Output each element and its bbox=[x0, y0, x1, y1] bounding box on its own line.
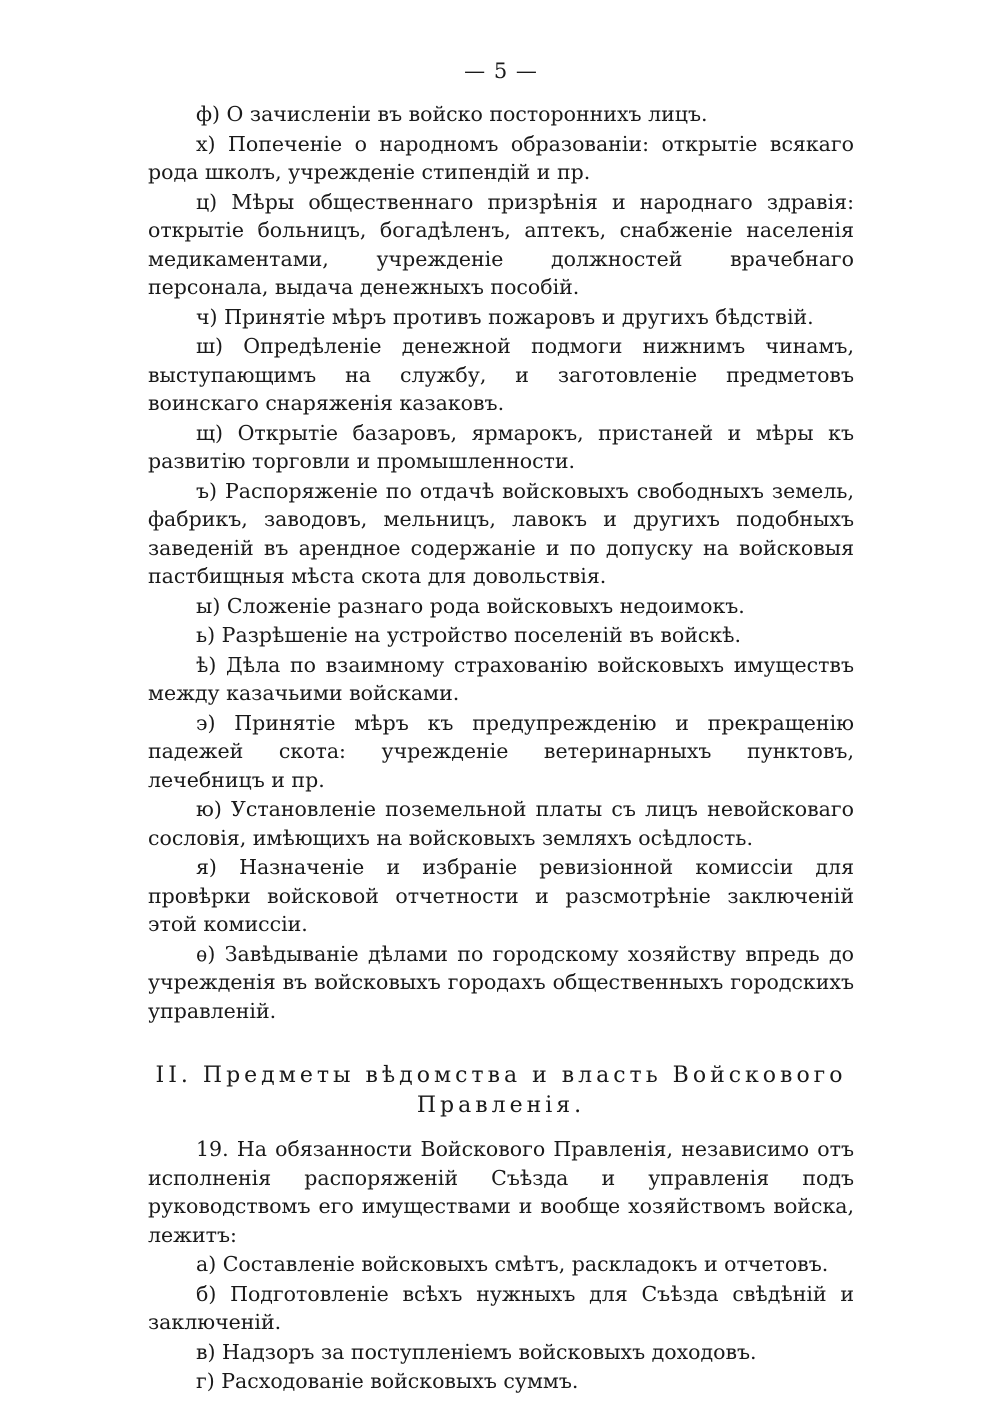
list-item-e: э) Принятіе мѣръ къ предупрежденію и прекращенію падежей скота: учрежденіе ветеринарныхъ пунктовъ, лечебницъ и пр. bbox=[148, 710, 854, 792]
list-item-f: ф) О зачисленіи въ войско постороннихъ лицъ. bbox=[196, 102, 708, 126]
article-item-v: в) Надзоръ за поступленіемъ войсковыхъ доходовъ. bbox=[196, 1339, 757, 1364]
list-item-ts: ц) Мѣры общественнаго призрѣнія и народнаго здравія: открытіе больницъ, богадѣленъ, аптекъ, снабженіе населенія медикаментами, учрежденіе должностей врачебнаго персонала, выдача денежныхъ пособій. bbox=[148, 189, 854, 299]
list-item-y: ы) Сложеніе разнаго рода войсковыхъ недоимокъ. bbox=[196, 593, 745, 618]
list-item-ya: я) Назначеніе и избраніе ревизіонной комиссіи для провѣрки войсковой отчетности и разсмотрѣніе заключеній этой комиссіи. bbox=[148, 855, 854, 936]
article-19: 19. На обязанности Войскового Правленія, независимо отъ исполненія распоряженій Съѣзда и управленія подъ руководствомъ его имуществами и вообще хозяйствомъ войска, лежитъ: bbox=[148, 1137, 854, 1247]
list-item-fita: ѳ) Завѣдываніе дѣлами по городскому хозяйству впредь до учрежденія въ войсковыхъ городахъ общественныхъ городскихъ управленій. bbox=[148, 941, 854, 1023]
list-item-shch: щ) Открытіе базаровъ, ярмарокъ, пристаней и мѣры къ развитію торговли и промышленности. bbox=[148, 420, 854, 473]
list-item-yat: ѣ) Дѣла по взаимному страхованію войсковыхъ имуществъ между казачьими войсками. bbox=[148, 652, 854, 705]
page-number: — 5 — bbox=[464, 59, 538, 83]
article-item-b: б) Подготовленіе всѣхъ нужныхъ для Съѣзда свѣдѣній и заключеній. bbox=[148, 1281, 854, 1334]
document-page bbox=[148, 56, 854, 1397]
list-item-kh: х) Попеченіе о народномъ образованіи: открытіе всякаго рода школъ, учрежденіе стипендій и пр. bbox=[148, 131, 854, 184]
article-item-g: г) Расходованіе войсковыхъ суммъ. bbox=[196, 1369, 579, 1393]
article-item-a: а) Составленіе войсковыхъ смѣтъ, раскладокъ и отчетовъ. bbox=[196, 1252, 829, 1276]
section-heading: II. Предметы вѣдомства и власть Войскового Правленія. bbox=[155, 1063, 847, 1118]
list-item-yu: ю) Установленіе поземельной платы съ лицъ невойсковаго сословія, имѣющихъ на войсковыхъ земляхъ осѣдлость. bbox=[148, 797, 854, 850]
list-item-ch: ч) Принятіе мѣръ противъ пожаровъ и другихъ бѣдствій. bbox=[196, 304, 814, 329]
list-item-sh: ш) Опредѣленіе денежной подмоги нижнимъ чинамъ, выступающимъ на службу, и заготовленіе предметовъ воинскаго снаряженія казаковъ. bbox=[148, 334, 854, 415]
list-item-hard-sign: ъ) Распоряженіе по отдачѣ войсковыхъ свободныхъ земель, фабрикъ, заводовъ, мельницъ, лавокъ и другихъ подобныхъ заведеній въ арендное содержаніе и по допуску на войсковыя пастбищныя мѣста скота для довольствія. bbox=[148, 478, 854, 588]
list-item-soft-sign: ь) Разрѣшеніе на устройство поселеній въ войскѣ. bbox=[196, 623, 742, 647]
